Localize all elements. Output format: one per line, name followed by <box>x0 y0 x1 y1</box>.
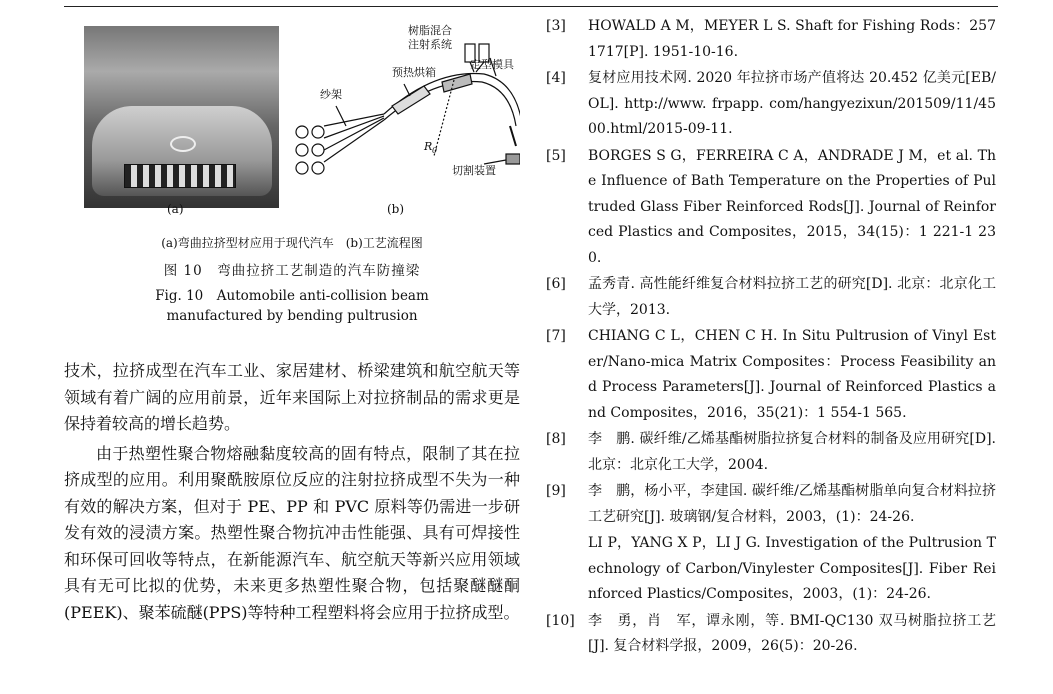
bumper-beam <box>124 164 236 188</box>
reference-item <box>546 324 996 426</box>
preheat-oven <box>392 86 430 114</box>
reference-text: 复材应用技术网. 2020 年拉挤市场产值将达 20.452 亿美元[EB/OL]. http://www. frpapp. com/hangyezixun/201509/11/4500.html/2015-09-11. <box>588 70 996 137</box>
label-cutter: 切割装置 <box>452 164 496 177</box>
label-mold: 定型模具 <box>470 58 514 71</box>
label-resin-1: 树脂混合 <box>408 24 452 37</box>
subfigure-b-label: (b) <box>387 202 405 216</box>
label-resin-2: 注射系统 <box>408 38 452 51</box>
reference-number: [4] <box>546 70 566 86</box>
creel-spool <box>296 126 308 138</box>
reference-number: [6] <box>546 276 566 292</box>
creel-spool <box>312 162 324 174</box>
reference-item <box>546 609 996 660</box>
reference-item <box>546 144 996 272</box>
reference-number: [8] <box>546 431 566 447</box>
reference-item <box>546 531 996 608</box>
creel-spool <box>312 126 324 138</box>
reference-text: HOWALD A M，MEYER L S. Shaft for Fishing Rods：2571717[P]. 1951-10-16. <box>588 18 996 60</box>
reference-item <box>546 66 996 143</box>
creel-spool <box>312 144 324 156</box>
left-column <box>64 14 520 626</box>
label-creel: 纱架 <box>320 88 342 101</box>
creel-spool <box>296 162 308 174</box>
reference-item <box>546 272 996 323</box>
reference-item <box>546 14 996 65</box>
figure-caption-cn: 图 10 弯曲拉挤工艺制造的汽车防撞梁 <box>163 263 421 279</box>
paragraph-2: 由于热塑性聚合物熔融黏度较高的固有特点，限制了其在拉挤成型的应用。利用聚酰胺原位反应的注射拉挤成型不失为一种有效的解决方案，但对于 PE、PP 和 PVC 原料等仍需进一步研发有效的浸渍方案。热塑性聚合物抗冲击性能强、具有可焊接性和环保可回收等特点，在新能源汽车、航空航天等新兴应用领域具有无可比拟的优势，未来更多热塑性聚合物，包括聚醚醚酮(PEEK)、聚苯硫醚(PPS)等特种工程塑料将会应用于拉挤成型。 <box>64 443 520 622</box>
figure-caption-en-2: manufactured by bending pultrusion <box>166 308 418 324</box>
references-list <box>546 14 996 661</box>
reference-number: [9] <box>546 483 566 499</box>
reference-text: 李 鹏，杨小平，李建国. 碳纤维/乙烯基酯树脂单向复合材料拉挤工艺研究[J]. 玻璃钢/复合材料，2003，(1)：24-26. <box>588 483 996 525</box>
reference-number: [3] <box>546 18 566 34</box>
reference-item <box>546 479 996 530</box>
label-radius: R <box>424 140 433 153</box>
car-photo <box>84 26 279 208</box>
subfigure-a-label: (a) <box>167 202 184 216</box>
figure-subcaption: (a)弯曲拉挤型材应用于现代汽车 (b)工艺流程图 <box>161 236 423 250</box>
paragraph-1: 技术，拉挤成型在汽车工业、家居建材、桥梁建筑和航空航天等领域有着广阔的应用前景，近年来国际上对拉挤制品的需求更是保持着较高的增长趋势。 <box>64 361 520 433</box>
reference-text: LI P，YANG X P，LI J G. Investigation of the Pultrusion Technology of Carbon/Vinylester Composites[J]. Fiber Reinforced Plastics/Composites，2003，(1)：24-26. <box>588 535 996 602</box>
reference-text: 李 鹏. 碳纤维/乙烯基酯树脂拉挤复合材料的制备及应用研究[D]. 北京：北京化工大学，2004. <box>588 431 996 473</box>
fiber-lines <box>324 114 384 162</box>
reference-number: [5] <box>546 147 566 164</box>
reference-text: 孟秀青. 高性能纤维复合材料拉挤工艺的研究[D]. 北京：北京化工大学，2013. <box>588 276 996 318</box>
creel-spool <box>296 144 308 156</box>
figure-10 <box>64 14 520 334</box>
process-diagram <box>284 14 520 214</box>
cutter <box>506 154 520 164</box>
figure-caption-en-1: Fig. 10 Automobile anti-collision beam <box>155 288 429 304</box>
body-text <box>64 358 520 626</box>
cut-arrow <box>510 126 516 146</box>
reference-item <box>546 427 996 478</box>
reference-text: BORGES S G，FERREIRA C A，ANDRADE J M，et al. The Influence of Bath Temperature on the Properties of Pultruded Glass Fiber Reinforced Rods[J]. Journal of Reinforced Plastics and Composites，2015，34(15)：1 221-1 230. <box>588 147 996 266</box>
label-radius-sub: 0 <box>432 146 438 155</box>
reference-text: 李 勇，肖 军，谭永刚，等. BMI-QC130 双马树脂拉挤工艺[J]. 复合材料学报，2009，26(5)：20-26. <box>588 612 996 654</box>
label-preheat: 预热烘箱 <box>392 66 436 79</box>
car-logo <box>170 136 196 152</box>
reference-text: CHIANG C L，CHEN C H. In Situ Pultrusion of Vinyl Ester/Nano-mica Matrix Composites：Process Feasibility and Process Parameters[J]. Journal of Reinforced Plastics and Composites，2016，35(21)：1 554-1 565. <box>588 328 996 421</box>
reference-number: [7] <box>546 328 566 344</box>
reference-number: [10] <box>546 612 575 629</box>
top-rule <box>64 6 998 7</box>
